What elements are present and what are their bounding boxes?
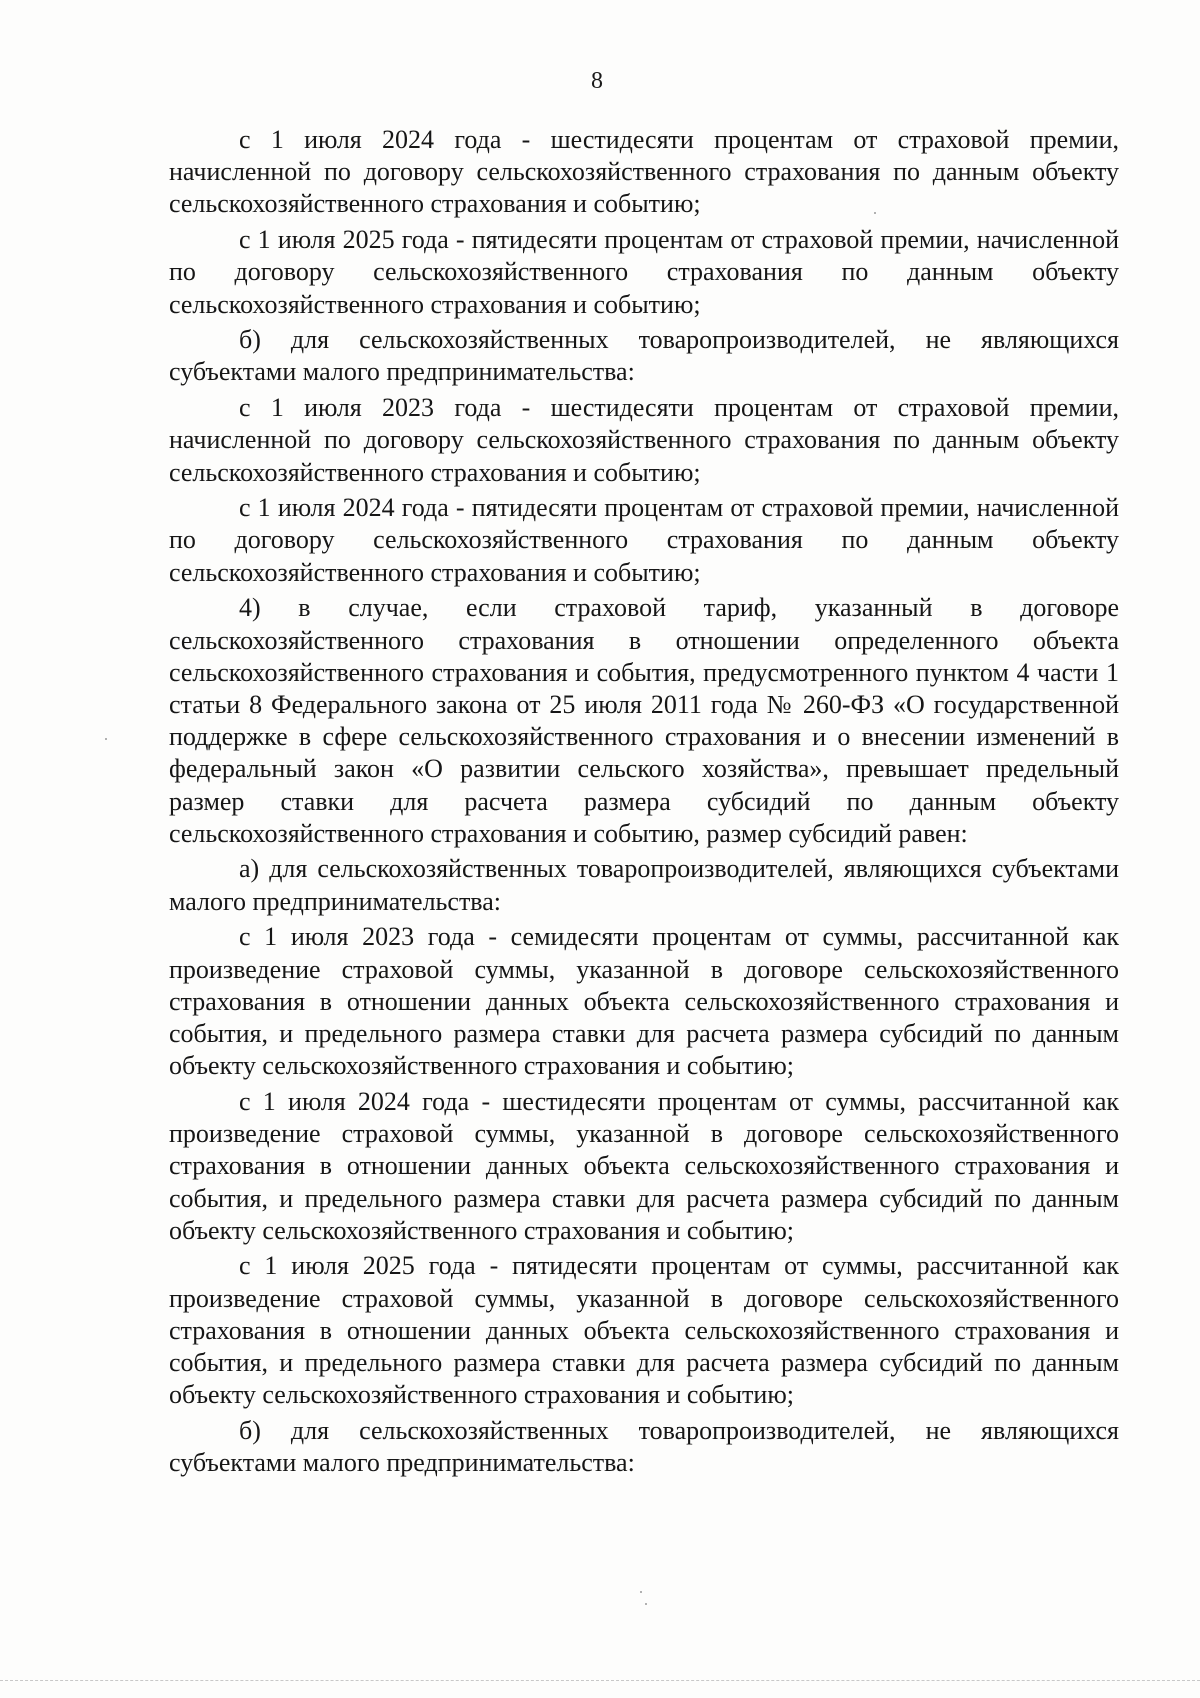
paragraph-6: 4) в случае, если страховой тариф, указанный в договоре сельскохозяйственного страхования в отношении определенного объекта сельскохозяйственного страхования и события, предусмотренного пунктом 4 части 1 статьи 8 Федерального закона от 25 июля 2011 года № 260-ФЗ «О государственной поддержке в сфере сельскохозяйственного страхования и о внесении изменений в федеральный закон «О развитии сельского хозяйства», превышает предельный размер ставки для расчета размера субсидий по данным объекту сельскохозяйственного страхования и событию, размер субсидий равен:: [169, 593, 1119, 848]
paragraph-5: с 1 июля 2024 года - пятидесяти процентам от страховой премии, начисленной по договору сельскохозяйственного страхования по данным объекту сельскохозяйственного страхования и событию;: [169, 493, 1119, 587]
scan-speck: [640, 1591, 642, 1593]
paragraph-11: б) для сельскохозяйственных товаропроизводителей, не являющихся субъектами малого предпринимательства:: [169, 1415, 1119, 1478]
page-number: 8: [591, 68, 603, 94]
document-body: [169, 124, 1119, 1479]
scan-speck: [105, 738, 107, 740]
paragraph-8: с 1 июля 2023 года - семидесяти процентам от суммы, рассчитанной как произведение страховой суммы, указанной в договоре сельскохозяйственного страхования в отношении данных объекта сельскохозяйственного страхования и события, и предельного размера ставки для расчета размера субсидий по данным объекту сельскохозяйственного страхования и событию;: [169, 922, 1119, 1081]
paragraph-9: с 1 июля 2024 года - шестидесяти процентам от суммы, рассчитанной как произведение страховой суммы, указанной в договоре сельскохозяйственного страхования в отношении данных объекта сельскохозяйственного страхования и события, и предельного размера ставки для расчета размера субсидий по данным объекту сельскохозяйственного страхования и событию;: [169, 1086, 1119, 1245]
scan-speck: [874, 212, 876, 214]
paragraph-2: с 1 июля 2025 года - пятидесяти процентам от страховой премии, начисленной по договору сельскохозяйственного страхования по данным объекту сельскохозяйственного страхования и событию;: [169, 225, 1119, 319]
paragraph-7: а) для сельскохозяйственных товаропроизводителей, являющихся субъектами малого предпринимательства:: [169, 854, 1119, 916]
scan-edge-line: [0, 1680, 1200, 1681]
paragraph-3: б) для сельскохозяйственных товаропроизводителей, не являющихся субъектами малого предпринимательства:: [169, 325, 1119, 387]
paragraph-10: с 1 июля 2025 года - пятидесяти процентам от суммы, рассчитанной как произведение страховой суммы, указанной в договоре сельскохозяйственного страхования в отношении данных объекта сельскохозяйственного страхования и события, и предельного размера ставки для расчета размера субсидий по данным объекту сельскохозяйственного страхования и событию;: [169, 1251, 1119, 1410]
paragraph-1: с 1 июля 2024 года - шестидесяти процентам от страховой премии, начисленной по договору сельскохозяйственного страхования по данным объекту сельскохозяйственного страхования и событию;: [169, 125, 1119, 219]
scan-speck: [645, 1603, 647, 1605]
paragraph-4: с 1 июля 2023 года - шестидесяти процентам от страховой премии, начисленной по договору сельскохозяйственного страхования по данным объекту сельскохозяйственного страхования и событию;: [169, 393, 1119, 487]
